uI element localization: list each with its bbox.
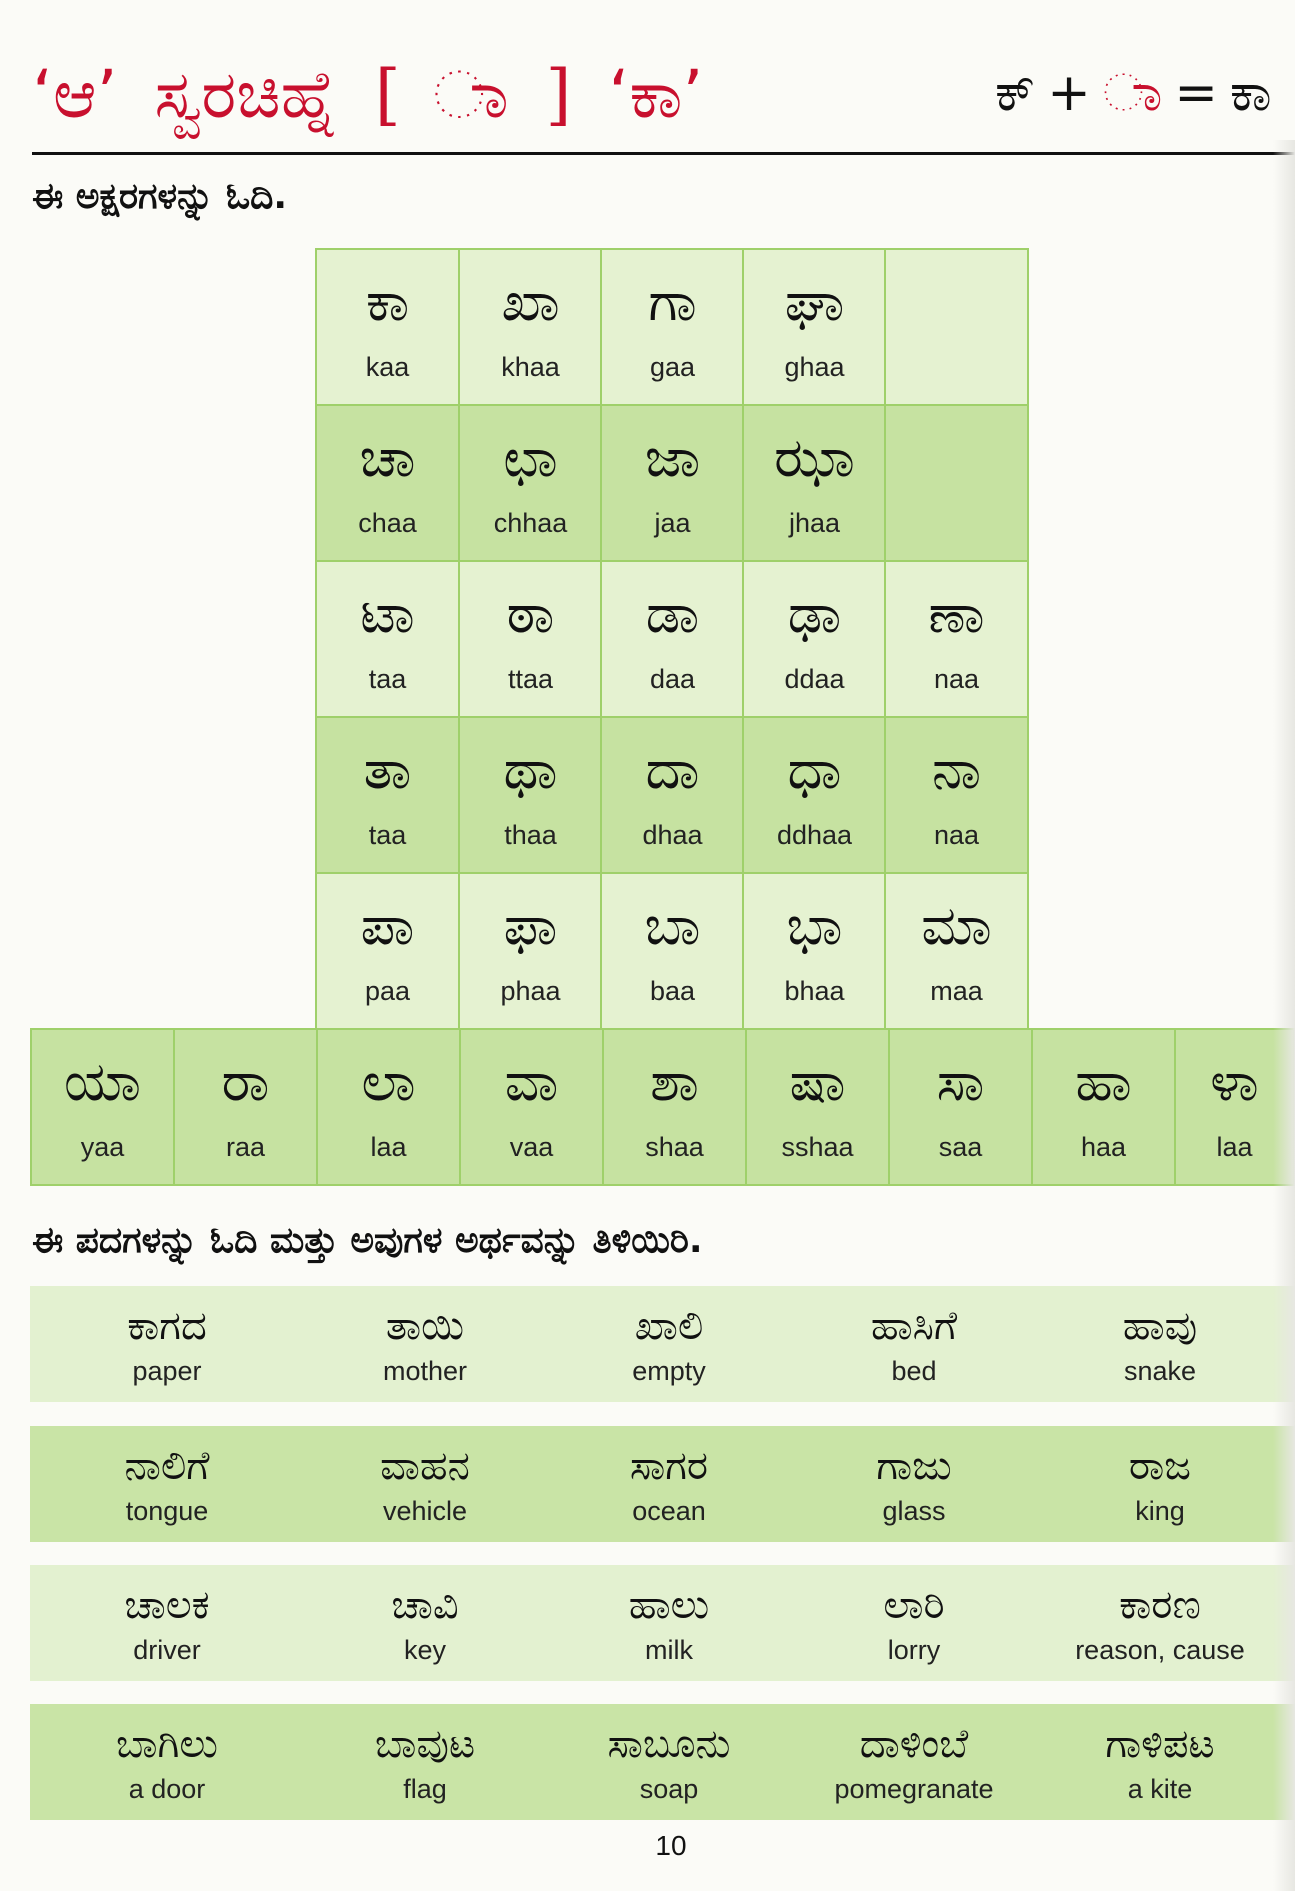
word-english: driver	[133, 1635, 201, 1665]
letter-kannada: ಹಾ	[1075, 1050, 1132, 1113]
word-item	[799, 1565, 1029, 1681]
letter-cell	[600, 560, 745, 718]
word-english: flag	[403, 1774, 447, 1804]
letter-kannada: ಕಾ	[365, 270, 410, 333]
letter-kannada: ರಾ	[221, 1050, 270, 1113]
letter-kannada: ಘಾ	[784, 270, 845, 333]
word-english: soap	[639, 1774, 699, 1804]
letter-romanization: ddaa	[784, 664, 845, 694]
word-kannada: ದಾಳಿಂಬೆ	[859, 1721, 969, 1767]
word-english: pomegranate	[834, 1774, 994, 1804]
word-kannada: ಹಾಲು	[628, 1582, 710, 1628]
letter-kannada: ಛಾ	[503, 426, 558, 489]
letter-romanization: laa	[370, 1132, 407, 1162]
word-item	[52, 1704, 282, 1820]
word-item	[52, 1426, 282, 1542]
letter-cell-empty	[884, 404, 1029, 562]
word-row	[30, 1565, 1295, 1681]
letter-cell	[602, 1028, 747, 1186]
letter-kannada: ವಾ	[504, 1050, 559, 1113]
word-english: empty	[632, 1356, 706, 1386]
word-item	[554, 1286, 784, 1402]
letter-romanization: jaa	[654, 508, 691, 538]
letter-romanization: raa	[225, 1132, 266, 1162]
word-english: bed	[891, 1356, 937, 1386]
letter-cell	[1031, 1028, 1176, 1186]
word-row	[30, 1704, 1295, 1820]
letter-cell	[315, 716, 460, 874]
word-item	[799, 1426, 1029, 1542]
letter-romanization: ttaa	[507, 664, 554, 694]
letter-cell	[884, 872, 1029, 1030]
letter-kannada: ಝಾ	[774, 426, 855, 489]
letter-romanization: saa	[938, 1132, 983, 1162]
word-item	[554, 1704, 784, 1820]
word-item	[52, 1286, 282, 1402]
word-english: snake	[1123, 1356, 1197, 1386]
letter-cell	[458, 716, 603, 874]
formula-sign: ಾ	[1102, 63, 1163, 123]
word-kannada: ಹಾಸಿಗೆ	[870, 1303, 958, 1349]
instruction-read-words: ಈ ಪದಗಳನ್ನು ಓದಿ ಮತ್ತು ಅವುಗಳ ಅರ್ಥವನ್ನು ತಿಳಿಯಿರಿ.	[32, 1220, 703, 1261]
letter-kannada: ಯಾ	[64, 1050, 141, 1113]
letter-kannada: ನಾ	[931, 738, 982, 801]
letter-romanization: jhaa	[788, 508, 841, 538]
letter-kannada: ಢಾ	[787, 582, 842, 645]
instruction-read-letters: ಈ ಅಕ್ಷರಗಳನ್ನು ಓದಿ.	[32, 176, 288, 217]
letter-romanization: dhaa	[642, 820, 703, 850]
letter-cell	[742, 872, 887, 1030]
letter-kannada: ಪಾ	[360, 894, 415, 957]
letter-cell	[600, 248, 745, 406]
letter-romanization: chhaa	[493, 508, 568, 538]
word-kannada: ತಾಯಿ	[385, 1303, 465, 1349]
page-number: 10	[655, 1830, 687, 1861]
letter-cell	[315, 872, 460, 1030]
title-bracket-open: [	[374, 56, 401, 133]
word-kannada: ಕಾರಣ	[1119, 1582, 1201, 1628]
letter-romanization: shaa	[645, 1132, 704, 1162]
letter-romanization: bhaa	[784, 976, 845, 1006]
formula-equals: =	[1174, 63, 1218, 123]
word-item	[554, 1565, 784, 1681]
letter-cell	[888, 1028, 1033, 1186]
word-kannada: ಚಾವಿ	[391, 1582, 459, 1628]
letter-kannada: ಷಾ	[789, 1050, 846, 1113]
letter-romanization: thaa	[504, 820, 557, 850]
letter-romanization: kaa	[365, 352, 410, 382]
word-kannada: ಕಾಗದ	[127, 1303, 207, 1349]
letter-romanization: chaa	[358, 508, 417, 538]
letter-romanization: ddhaa	[776, 820, 853, 850]
letter-romanization: naa	[933, 664, 980, 694]
title-underline	[32, 152, 1295, 155]
letter-kannada: ಫಾ	[503, 894, 558, 957]
letter-romanization: vaa	[509, 1132, 554, 1162]
letter-kannada: ಚಾ	[359, 426, 416, 489]
word-kannada: ನಾಲಿಗೆ	[124, 1443, 210, 1489]
formula	[995, 58, 1272, 128]
formula-consonant: ಕ್	[995, 63, 1036, 123]
letter-kannada: ಭಾ	[786, 894, 843, 957]
word-english: vehicle	[382, 1496, 468, 1526]
word-kannada: ರಾಜ	[1128, 1443, 1192, 1489]
letter-cell	[884, 560, 1029, 718]
letter-cell	[745, 1028, 890, 1186]
letter-cell	[884, 716, 1029, 874]
word-item	[1045, 1565, 1275, 1681]
letter-kannada: ಶಾ	[650, 1050, 699, 1113]
word-item	[52, 1565, 282, 1681]
letter-kannada: ಠಾ	[506, 582, 555, 645]
letter-cell	[458, 872, 603, 1030]
letter-cell	[742, 404, 887, 562]
word-english: paper	[132, 1356, 202, 1386]
letter-cell	[458, 560, 603, 718]
letter-cell	[315, 248, 460, 406]
word-kannada: ಖಾಲಿ	[634, 1303, 704, 1349]
word-row	[30, 1426, 1295, 1542]
word-kannada: ವಾಹನ	[380, 1443, 470, 1489]
letter-romanization: naa	[933, 820, 980, 850]
letter-kannada: ಳಾ	[1210, 1050, 1259, 1113]
letter-cell	[600, 404, 745, 562]
page-edge-shadow	[1273, 140, 1295, 1891]
letter-kannada: ದಾ	[645, 738, 700, 801]
letter-romanization: baa	[649, 976, 696, 1006]
letter-kannada: ಸಾ	[936, 1050, 985, 1113]
letter-romanization: maa	[930, 976, 983, 1006]
letter-kannada: ಧಾ	[787, 738, 842, 801]
letter-kannada: ಣಾ	[928, 582, 985, 645]
word-kannada: ಸಾಬೂನು	[607, 1721, 731, 1767]
letter-romanization: taa	[368, 664, 407, 694]
word-kannada: ಬಾಗಿಲು	[116, 1721, 218, 1767]
letter-romanization: daa	[649, 664, 696, 694]
word-kannada: ಚಾಲಕ	[124, 1582, 210, 1628]
letter-kannada: ಖಾ	[501, 270, 560, 333]
letter-kannada: ಥಾ	[503, 738, 558, 801]
word-english: tongue	[125, 1496, 209, 1526]
word-kannada: ಸಾಗರ	[629, 1443, 709, 1489]
word-item	[1045, 1286, 1275, 1402]
word-english: glass	[882, 1496, 946, 1526]
letter-cell	[30, 1028, 175, 1186]
word-item	[310, 1565, 540, 1681]
word-item	[310, 1426, 540, 1542]
letter-kannada: ತಾ	[363, 738, 412, 801]
letter-romanization: phaa	[500, 976, 561, 1006]
letter-kannada: ಲಾ	[361, 1050, 416, 1113]
letter-romanization: haa	[1080, 1132, 1127, 1162]
letter-romanization: khaa	[501, 352, 560, 382]
title-example: ‘ಕಾ’	[608, 56, 704, 133]
title-bracket-close: ]	[545, 56, 572, 133]
title-vowel: ‘ಆ’	[32, 56, 118, 133]
letter-cell	[742, 248, 887, 406]
word-english: king	[1135, 1496, 1185, 1526]
letter-kannada: ಗಾ	[648, 270, 697, 333]
letter-cell	[742, 716, 887, 874]
letter-romanization: paa	[364, 976, 411, 1006]
word-english: key	[403, 1635, 447, 1665]
letter-cell	[315, 560, 460, 718]
word-english: lorry	[887, 1635, 941, 1665]
word-item	[799, 1286, 1029, 1402]
word-item	[310, 1286, 540, 1402]
word-kannada: ಲಾರಿ	[883, 1582, 945, 1628]
letter-romanization: ghaa	[784, 352, 845, 382]
page-title	[32, 50, 719, 140]
formula-plus: +	[1047, 63, 1091, 123]
letter-cell	[742, 560, 887, 718]
letter-kannada: ಬಾ	[644, 894, 701, 957]
word-kannada: ಗಾಳಿಪಟ	[1105, 1721, 1215, 1767]
word-item	[1045, 1704, 1275, 1820]
letter-kannada: ಜಾ	[644, 426, 701, 489]
word-kannada: ಗಾಜು	[876, 1443, 952, 1489]
letter-romanization: sshaa	[781, 1132, 854, 1162]
letter-romanization: taa	[368, 820, 407, 850]
letter-kannada: ಮಾ	[921, 894, 992, 957]
word-english: a kite	[1127, 1774, 1193, 1804]
letter-cell-empty	[884, 248, 1029, 406]
letter-kannada: ಡಾ	[645, 582, 700, 645]
word-item	[310, 1704, 540, 1820]
word-row	[30, 1286, 1295, 1402]
letter-cell	[316, 1028, 461, 1186]
letter-romanization: gaa	[649, 352, 696, 382]
word-item	[1045, 1426, 1275, 1542]
letter-cell	[600, 872, 745, 1030]
word-english: milk	[645, 1635, 693, 1665]
word-english: ocean	[632, 1496, 706, 1526]
letter-romanization: yaa	[80, 1132, 125, 1162]
title-word: ಸ್ವರಚಿಹ್ನೆ	[154, 56, 338, 133]
letter-cell	[458, 248, 603, 406]
word-item	[554, 1426, 784, 1542]
word-english: reason, cause	[1075, 1635, 1245, 1665]
word-english: a door	[128, 1774, 206, 1804]
formula-result: ಕಾ	[1229, 63, 1272, 123]
letter-cell	[315, 404, 460, 562]
word-kannada: ಹಾವು	[1122, 1303, 1198, 1349]
word-kannada: ಬಾವುಟ	[374, 1721, 476, 1767]
letter-romanization: laa	[1216, 1132, 1253, 1162]
letter-cell	[173, 1028, 318, 1186]
letter-kannada: ಟಾ	[360, 582, 415, 645]
letter-cell	[458, 404, 603, 562]
word-item	[799, 1704, 1029, 1820]
letter-cell	[459, 1028, 604, 1186]
word-english: mother	[382, 1356, 468, 1386]
letter-cell	[600, 716, 745, 874]
